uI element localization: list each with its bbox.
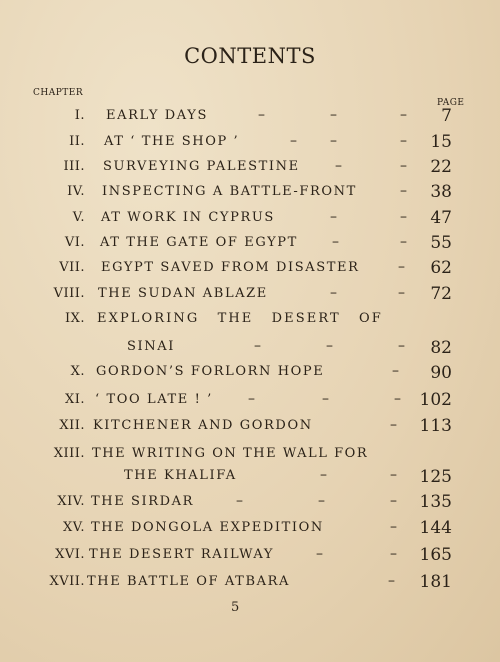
chapter-number: XVII. <box>49 574 85 589</box>
leader-dash: – <box>320 467 327 483</box>
page-ref: 22 <box>430 157 452 177</box>
chapter-title: GORDON’S FORLORN HOPE <box>96 364 325 379</box>
leader-dash: – <box>390 417 397 433</box>
chapter-column-header: CHAPTER <box>33 88 84 98</box>
chapter-number: XIV. <box>57 494 85 509</box>
chapter-title: THE DONGOLA EXPEDITION <box>91 520 324 535</box>
chapter-title: AT ‘ THE SHOP ’ <box>104 134 240 149</box>
chapter-number: VIII. <box>53 286 85 301</box>
leader-dash: – <box>390 493 397 509</box>
chapter-title: THE DESERT RAILWAY <box>89 547 275 562</box>
chapter-title: EXPLORING THE DESERT OF <box>97 311 383 326</box>
leader-dash: – <box>398 259 405 275</box>
leader-dash: – <box>400 209 407 225</box>
chapter-number: IX. <box>64 311 85 326</box>
leader-dash: – <box>335 158 342 174</box>
chapter-title: KITCHENER AND GORDON <box>93 418 313 433</box>
page-ref: 144 <box>419 518 452 538</box>
page-ref: 125 <box>419 467 452 487</box>
chapter-number: XVI. <box>55 547 85 562</box>
leader-dash: – <box>388 573 395 589</box>
chapter-number: X. <box>70 364 85 379</box>
page-ref: 165 <box>419 545 452 565</box>
page-ref: 181 <box>419 572 452 592</box>
chapter-number: IV. <box>67 184 85 199</box>
chapter-number: II. <box>69 134 85 149</box>
leader-dash: – <box>400 183 407 199</box>
leader-dash: – <box>394 391 401 407</box>
page-ref: 15 <box>430 132 452 152</box>
page-ref: 135 <box>419 492 452 512</box>
page-column-header: PAGE <box>437 98 465 108</box>
chapter-title: THE SIRDAR <box>91 494 195 509</box>
chapter-number: V. <box>72 210 85 225</box>
leader-dash: – <box>398 338 405 354</box>
page-ref: 55 <box>430 233 452 253</box>
leader-dash: – <box>248 391 255 407</box>
chapter-title: INSPECTING A BATTLE-FRONT <box>102 184 357 199</box>
chapter-number: III. <box>63 159 85 174</box>
leader-dash: – <box>400 133 407 149</box>
chapter-number: XV. <box>62 520 85 535</box>
leader-dash: – <box>330 209 337 225</box>
chapter-number: XI. <box>64 392 85 407</box>
chapter-number: XII. <box>59 418 85 433</box>
page-ref: 62 <box>430 258 452 278</box>
chapter-number: VII. <box>59 260 85 275</box>
page-ref: 102 <box>419 390 452 410</box>
page-ref: 7 <box>441 106 452 126</box>
leader-dash: – <box>400 107 407 123</box>
chapter-number: XIII. <box>53 446 85 461</box>
leader-dash: – <box>330 285 337 301</box>
chapter-title: EARLY DAYS <box>106 108 208 123</box>
chapter-title: AT THE GATE OF EGYPT <box>100 235 298 250</box>
chapter-title: THE SUDAN ABLAZE <box>98 286 268 301</box>
leader-dash: – <box>332 234 339 250</box>
page-ref: 47 <box>430 208 452 228</box>
leader-dash: – <box>398 285 405 301</box>
leader-dash: – <box>322 391 329 407</box>
leader-dash: – <box>254 338 261 354</box>
page-number: 5 <box>231 600 240 615</box>
leader-dash: – <box>330 133 337 149</box>
chapter-title: ‘ TOO LATE ! ’ <box>95 392 213 407</box>
page-ref: 113 <box>419 416 452 436</box>
page-title: CONTENTS <box>184 44 316 68</box>
leader-dash: – <box>400 234 407 250</box>
chapter-title: EGYPT SAVED FROM DISASTER <box>101 260 360 275</box>
chapter-title: THE WRITING ON THE WALL FOR <box>92 446 369 461</box>
leader-dash: – <box>316 546 323 562</box>
leader-dash: – <box>330 107 337 123</box>
chapter-title: THE BATTLE OF ATBARA <box>87 574 290 589</box>
page-ref: 72 <box>430 284 452 304</box>
chapter-number: VI. <box>64 235 85 250</box>
chapter-title: SINAI <box>127 339 175 354</box>
leader-dash: – <box>390 519 397 535</box>
leader-dash: – <box>290 133 297 149</box>
leader-dash: – <box>318 493 325 509</box>
chapter-title: THE KHALIFA <box>124 468 237 483</box>
leader-dash: – <box>392 363 399 379</box>
leader-dash: – <box>390 467 397 483</box>
page-ref: 82 <box>430 338 452 358</box>
chapter-number: I. <box>74 108 85 123</box>
chapter-title: AT WORK IN CYPRUS <box>101 210 275 225</box>
chapter-title: SURVEYING PALESTINE <box>103 159 300 174</box>
leader-dash: – <box>400 158 407 174</box>
leader-dash: – <box>390 546 397 562</box>
page-ref: 38 <box>430 182 452 202</box>
leader-dash: – <box>258 107 265 123</box>
leader-dash: – <box>236 493 243 509</box>
page-ref: 90 <box>430 363 452 383</box>
leader-dash: – <box>326 338 333 354</box>
